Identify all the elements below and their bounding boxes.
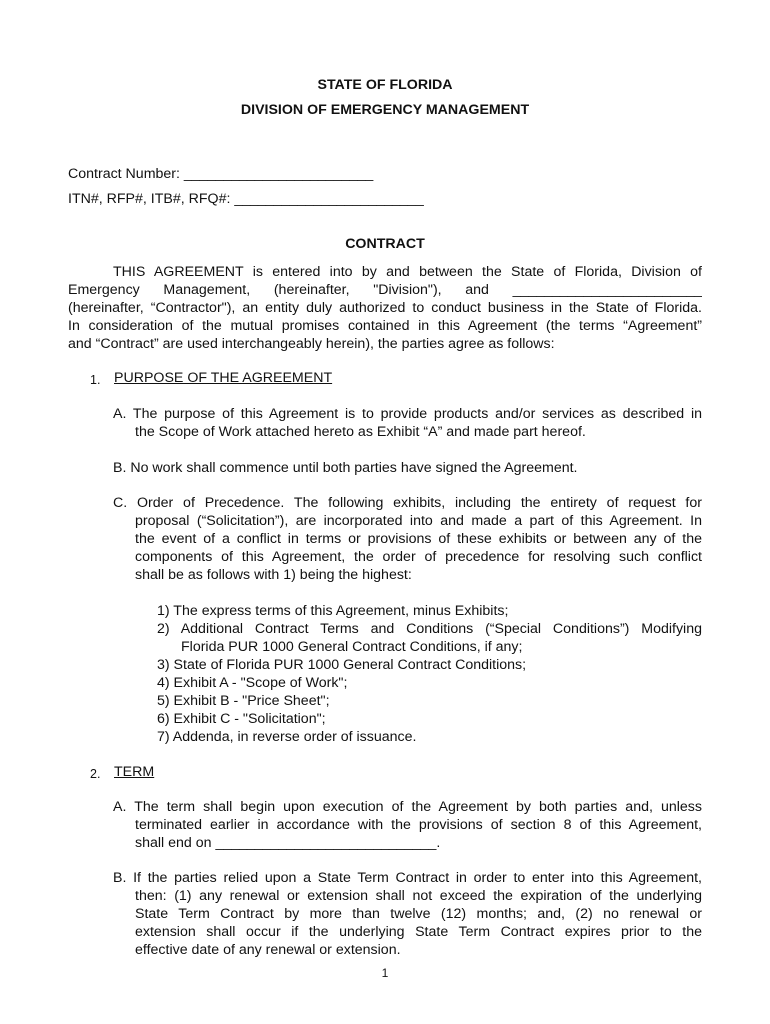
clause-line: then: (1) any renewal or extension shall not exceed the expiration of the underlying — [135, 888, 702, 904]
clause-line: shall end on ____________________________. — [135, 835, 441, 851]
intro-line: THIS AGREEMENT is entered into by and between the State of Florida, Division of — [113, 264, 702, 280]
intro-line: In consideration of the mutual promises contained in this Agreement (the terms “Agreement” — [68, 318, 702, 334]
list-item: Florida PUR 1000 General Contract Conditions, if any; — [181, 639, 523, 655]
list-item: 6) Exhibit C - "Solicitation"; — [157, 711, 326, 727]
clause-line: A. The term shall begin upon execution of the Agreement by both parties and, unless — [113, 799, 702, 815]
clause-line: proposal (“Solicitation”), are incorporated into and made a part of this Agreement. In — [135, 513, 702, 529]
list-item: 5) Exhibit B - "Price Sheet"; — [157, 693, 330, 709]
contract-number-field: Contract Number: ________________________ — [68, 166, 374, 182]
intro-line: and “Contract” are used interchangeably herein), the parties agree as follows: — [68, 336, 555, 352]
section-heading-term: TERM — [114, 764, 155, 780]
document-title-state: STATE OF FLORIDA — [317, 77, 453, 93]
list-item: 2) Additional Contract Terms and Conditions (“Special Conditions”) Modifying — [157, 621, 702, 637]
list-item: 3) State of Florida PUR 1000 General Contract Conditions; — [157, 657, 527, 673]
list-item: 1) The express terms of this Agreement, minus Exhibits; — [157, 603, 509, 619]
clause-line: components of this Agreement, the order of precedence for resolving such conflict — [135, 549, 702, 565]
contract-heading: CONTRACT — [345, 236, 425, 252]
clause-line: B. If the parties relied upon a State Term Contract in order to enter into this Agreement, — [113, 870, 702, 886]
clause-line: the event of a conflict in terms or provisions of these exhibits or between any of the — [135, 531, 702, 547]
clause-line: extension shall occur if the underlying State Term Contract expires prior to the — [135, 924, 702, 940]
clause-line: B. No work shall commence until both parties have signed the Agreement. — [113, 460, 578, 476]
clause-line: the Scope of Work attached hereto as Exhibit “A” and made part hereof. — [135, 424, 586, 440]
section-number: 1. — [90, 373, 101, 387]
page-number: 1 — [381, 966, 389, 980]
list-item: 4) Exhibit A - "Scope of Work"; — [157, 675, 348, 691]
document-title-division: DIVISION OF EMERGENCY MANAGEMENT — [240, 102, 530, 118]
section-heading-purpose: PURPOSE OF THE AGREEMENT — [114, 370, 333, 386]
intro-line: Emergency Management, (hereinafter, "Division"), and ________________________ — [68, 282, 702, 298]
clause-line: State Term Contract by more than twelve (12) months; and, (2) no renewal or — [135, 906, 702, 922]
clause-line: shall be as follows with 1) being the highest: — [135, 567, 412, 583]
itn-rfp-field: ITN#, RFP#, ITB#, RFQ#: ________________________ — [68, 191, 424, 207]
clause-line: effective date of any renewal or extension. — [135, 942, 401, 958]
intro-line: (hereinafter, “Contractor"), an entity duly authorized to conduct business in the State of Florida. — [68, 300, 702, 316]
clause-line: C. Order of Precedence. The following exhibits, including the entirety of request for — [113, 495, 702, 511]
clause-line: terminated earlier in accordance with the provisions of section 8 of this Agreement, — [135, 817, 702, 833]
section-number: 2. — [90, 767, 101, 781]
list-item: 7) Addenda, in reverse order of issuance. — [157, 729, 417, 745]
clause-line: A. The purpose of this Agreement is to provide products and/or services as described in — [113, 406, 702, 422]
